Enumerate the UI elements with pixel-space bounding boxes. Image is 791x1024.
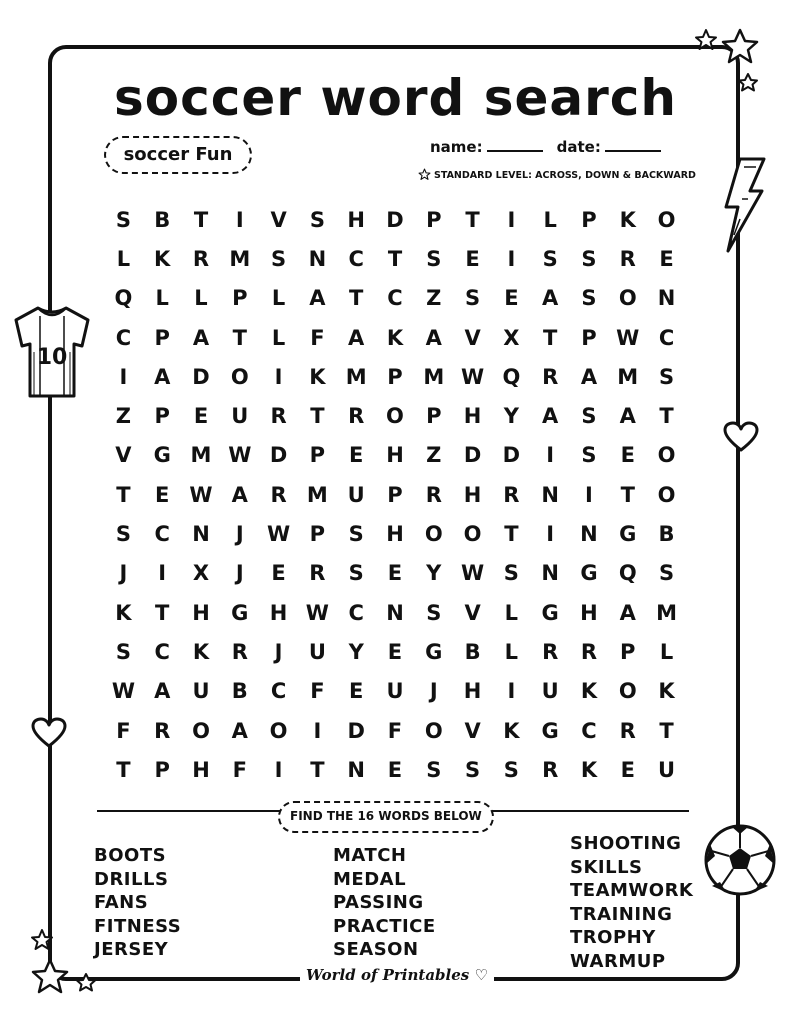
grid-cell[interactable]: E	[659, 246, 674, 271]
grid-cell[interactable]: S	[348, 522, 364, 547]
grid-cell[interactable]: V	[270, 207, 287, 232]
grid-cell[interactable]: K	[192, 639, 210, 664]
grid-cell[interactable]: I	[274, 364, 283, 389]
heart-icon	[722, 420, 760, 454]
grid-cell[interactable]: J	[235, 522, 244, 547]
grid-cell[interactable]: W	[305, 600, 329, 625]
grid-row	[104, 279, 686, 318]
grid-cell[interactable]: K	[580, 757, 598, 782]
grid-cell[interactable]: T	[310, 404, 325, 429]
grid-cell[interactable]: C	[115, 325, 132, 350]
grid-cell[interactable]: U	[347, 482, 365, 507]
grid-cell[interactable]: K	[619, 207, 636, 232]
grid-cell[interactable]: T	[116, 482, 131, 507]
word-list-item: JERSEY	[94, 939, 169, 960]
grid-row	[104, 436, 686, 475]
grid-cell[interactable]: D	[386, 207, 404, 232]
grid-cell[interactable]: I	[235, 207, 244, 232]
grid-cell[interactable]: R	[425, 482, 442, 507]
grid-cell[interactable]: O	[269, 718, 288, 743]
grid-cell[interactable]: I	[546, 443, 555, 468]
grid-cell[interactable]: T	[543, 325, 558, 350]
grid-cell[interactable]: K	[309, 364, 326, 389]
grid-row	[104, 357, 686, 396]
grid-cell[interactable]: T	[620, 482, 635, 507]
grid-cell[interactable]: H	[347, 207, 365, 232]
word-list-column-2	[333, 844, 436, 962]
grid-cell[interactable]: H	[192, 600, 210, 625]
grid-cell[interactable]: R	[231, 639, 248, 664]
grid-cell[interactable]: A	[192, 325, 210, 350]
grid-cell[interactable]: A	[348, 325, 365, 350]
grid-cell[interactable]: F	[387, 718, 403, 743]
grid-cell[interactable]: P	[154, 325, 170, 350]
word-list-item: MATCH	[333, 845, 407, 866]
grid-cell[interactable]: R	[348, 404, 365, 429]
grid-cell[interactable]: S	[581, 246, 597, 271]
grid-cell[interactable]: V	[115, 443, 132, 468]
grid-cell[interactable]: W	[111, 679, 135, 704]
grid-cell[interactable]: B	[658, 522, 675, 547]
grid-cell[interactable]: A	[154, 364, 171, 389]
grid-cell[interactable]: P	[154, 757, 170, 782]
grid-row	[104, 711, 686, 750]
grid-cell[interactable]: T	[387, 246, 403, 271]
grid-cell[interactable]: C	[658, 325, 675, 350]
name-date-fields	[430, 138, 675, 156]
grid-cell[interactable]: L	[659, 639, 674, 664]
date-blank[interactable]	[605, 138, 661, 152]
grid-cell[interactable]: C	[348, 600, 364, 625]
grid-cell[interactable]: P	[581, 325, 597, 350]
grid-cell[interactable]: T	[310, 757, 325, 782]
grid-cell[interactable]: P	[387, 482, 403, 507]
subtitle-pill: soccer Fun	[104, 136, 252, 174]
grid-cell[interactable]: I	[507, 207, 516, 232]
grid-cell[interactable]: P	[620, 639, 636, 664]
grid-cell[interactable]: R	[154, 718, 171, 743]
grid-cell[interactable]: R	[309, 561, 326, 586]
grid-cell[interactable]: Y	[503, 404, 519, 429]
name-blank[interactable]	[487, 138, 543, 152]
grid-cell[interactable]: D	[502, 443, 521, 468]
grid-cell[interactable]: S	[503, 757, 519, 782]
word-list-item: PASSING	[333, 892, 424, 913]
word-list-item: SHOOTING	[570, 833, 682, 854]
grid-cell[interactable]: I	[585, 482, 593, 507]
grid-cell[interactable]: V	[464, 325, 481, 350]
stars-top-right-icon	[688, 24, 768, 104]
grid-cell[interactable]: O	[463, 522, 482, 547]
grid-cell[interactable]: P	[581, 207, 597, 232]
grid-cell[interactable]: H	[386, 443, 404, 468]
grid-cell[interactable]: P	[387, 364, 403, 389]
grid-cell[interactable]: K	[503, 718, 520, 743]
grid-row	[104, 554, 686, 593]
grid-cell[interactable]: B	[231, 679, 248, 704]
grid-cell[interactable]: R	[619, 246, 636, 271]
word-list-item: DRILLS	[94, 868, 169, 890]
grid-cell[interactable]: N	[580, 522, 598, 547]
grid-cell[interactable]: N	[192, 522, 210, 547]
grid-cell[interactable]: I	[119, 364, 128, 389]
grid-cell[interactable]: P	[426, 207, 442, 232]
grid-cell[interactable]: O	[618, 679, 637, 704]
grid-cell[interactable]: F	[232, 757, 247, 782]
grid-cell[interactable]: A	[231, 718, 248, 743]
grid-cell[interactable]: S	[115, 639, 131, 664]
grid-cell[interactable]: U	[658, 757, 676, 782]
grid-cell[interactable]: F	[116, 718, 131, 743]
grid-cell[interactable]: T	[659, 404, 674, 429]
grid-cell[interactable]: S	[426, 600, 442, 625]
grid-cell[interactable]: S	[581, 404, 597, 429]
grid-cell[interactable]: D	[269, 443, 288, 468]
grid-cell[interactable]: U	[541, 679, 559, 704]
grid-cell[interactable]: O	[424, 718, 443, 743]
grid-cell[interactable]: T	[232, 325, 247, 350]
grid-cell[interactable]: R	[503, 482, 520, 507]
grid-row	[104, 239, 686, 278]
grid-cell[interactable]: N	[308, 246, 327, 271]
grid-cell[interactable]: R	[542, 364, 559, 389]
grid-cell[interactable]: R	[542, 639, 559, 664]
grid-cell[interactable]: T	[155, 600, 170, 625]
grid-cell[interactable]: J	[119, 561, 128, 586]
word-list-item: SEASON	[333, 939, 419, 960]
grid-cell[interactable]: S	[309, 207, 325, 232]
grid-cell[interactable]: T	[193, 207, 209, 232]
grid-cell[interactable]: N	[657, 286, 676, 311]
grid-cell[interactable]: R	[619, 718, 636, 743]
grid-row	[104, 200, 686, 239]
grid-cell[interactable]: S	[542, 246, 558, 271]
grid-cell[interactable]: A	[542, 286, 559, 311]
lightning-icon	[718, 155, 768, 255]
star-icon	[418, 168, 431, 181]
grid-cell[interactable]: A	[619, 404, 636, 429]
grid-cell[interactable]: H	[192, 757, 210, 782]
grid-row	[104, 475, 686, 514]
grid-cell[interactable]: D	[463, 443, 482, 468]
grid-cell[interactable]: T	[465, 207, 480, 232]
grid-cell[interactable]: N	[386, 600, 404, 625]
grid-cell[interactable]: I	[274, 757, 283, 782]
grid-row	[104, 396, 686, 435]
grid-cell[interactable]: H	[463, 404, 482, 429]
grid-cell[interactable]: P	[232, 286, 248, 311]
grid-cell[interactable]: S	[465, 286, 481, 311]
grid-cell[interactable]: J	[235, 561, 244, 586]
grid-cell[interactable]: G	[541, 718, 559, 743]
grid-cell[interactable]: T	[116, 757, 131, 782]
footer-brand: World of Printables ♡	[300, 966, 494, 984]
grid-cell[interactable]: S	[115, 522, 131, 547]
grid-cell[interactable]: E	[387, 561, 403, 586]
grid-cell[interactable]: J	[429, 679, 438, 704]
heart-icon: ♡	[474, 966, 488, 984]
grid-cell[interactable]: S	[658, 561, 675, 586]
grid-cell[interactable]: T	[504, 522, 519, 547]
word-list-item: BOOTS	[94, 845, 167, 866]
letter-grid	[104, 200, 686, 789]
grid-row	[104, 318, 686, 357]
grid-cell[interactable]: R	[270, 404, 287, 429]
grid-cell[interactable]: V	[464, 600, 481, 625]
grid-cell[interactable]: W	[460, 364, 485, 389]
grid-cell[interactable]: G	[153, 443, 171, 468]
grid-cell[interactable]: L	[116, 246, 131, 271]
grid-cell[interactable]: A	[619, 600, 636, 625]
grid-cell[interactable]: G	[619, 522, 637, 547]
word-list-item: WARMUP	[570, 950, 666, 972]
jersey-icon	[10, 302, 94, 402]
grid-cell[interactable]: U	[308, 639, 326, 664]
grid-cell[interactable]: U	[231, 404, 249, 429]
grid-cell[interactable]: W	[267, 522, 291, 547]
grid-cell[interactable]: K	[580, 679, 598, 704]
word-list-item: FANS	[94, 892, 149, 913]
grid-cell[interactable]: E	[349, 443, 364, 468]
grid-cell[interactable]: C	[387, 286, 403, 311]
grid-cell[interactable]: I	[313, 718, 322, 743]
grid-cell[interactable]: X	[192, 561, 210, 586]
grid-cell[interactable]: A	[231, 482, 248, 507]
grid-cell[interactable]: S	[348, 561, 364, 586]
grid-cell[interactable]: T	[349, 286, 364, 311]
grid-row	[104, 632, 686, 671]
name-label: name:	[430, 138, 483, 156]
grid-cell[interactable]: O	[657, 482, 676, 507]
grid-cell[interactable]: F	[310, 325, 325, 350]
grid-cell[interactable]: W	[460, 561, 485, 586]
grid-cell[interactable]: P	[426, 404, 442, 429]
grid-cell[interactable]: E	[349, 679, 364, 704]
grid-cell[interactable]: K	[658, 679, 675, 704]
grid-cell[interactable]: E	[193, 404, 209, 429]
word-list-item: MEDAL	[333, 868, 407, 890]
grid-cell[interactable]: W	[228, 443, 252, 468]
grid-cell[interactable]: C	[154, 522, 170, 547]
grid-cell[interactable]: H	[269, 600, 288, 625]
stars-bottom-left-icon	[18, 924, 108, 1004]
level-text: STANDARD LEVEL: ACROSS, DOWN & BACKWARD	[418, 168, 696, 181]
grid-cell[interactable]: L	[271, 325, 286, 350]
grid-cell[interactable]: B	[464, 639, 481, 664]
grid-cell[interactable]: C	[154, 639, 170, 664]
word-list-item: PRACTICE	[333, 915, 436, 937]
grid-cell[interactable]: L	[543, 207, 557, 232]
grid-cell[interactable]: A	[580, 364, 598, 389]
grid-cell[interactable]: B	[154, 207, 171, 232]
grid-cell[interactable]: N	[541, 482, 559, 507]
soccer-ball-icon	[702, 822, 778, 898]
page-title: soccer word search	[113, 69, 678, 127]
grid-cell[interactable]: M	[423, 364, 445, 389]
grid-cell[interactable]: L	[194, 286, 208, 311]
grid-cell[interactable]: M	[617, 364, 639, 389]
grid-cell[interactable]: E	[504, 286, 519, 311]
grid-cell[interactable]: Y	[348, 639, 364, 664]
grid-cell[interactable]: S	[503, 561, 519, 586]
grid-cell[interactable]: Z	[115, 404, 132, 429]
grid-cell[interactable]: Y	[426, 561, 442, 586]
word-list-item: TROPHY	[570, 927, 656, 948]
grid-cell[interactable]: E	[620, 443, 635, 468]
grid-cell[interactable]: J	[274, 639, 283, 664]
grid-cell[interactable]: Z	[426, 443, 442, 468]
grid-cell[interactable]: A	[154, 679, 171, 704]
grid-cell[interactable]: E	[620, 757, 635, 782]
heart-icon	[30, 716, 68, 750]
grid-cell[interactable]: A	[425, 325, 442, 350]
grid-cell[interactable]: O	[230, 364, 249, 389]
grid-cell[interactable]: O	[386, 404, 404, 429]
grid-cell[interactable]: R	[192, 246, 210, 271]
grid-cell[interactable]: E	[387, 757, 403, 782]
grid-row	[104, 750, 686, 789]
grid-cell[interactable]: I	[507, 679, 516, 704]
grid-cell[interactable]: O	[657, 443, 676, 468]
grid-cell[interactable]: P	[309, 443, 326, 468]
grid-cell[interactable]: S	[581, 286, 597, 311]
grid-cell[interactable]: M	[229, 246, 251, 271]
grid-cell[interactable]: E	[387, 639, 403, 664]
grid-cell[interactable]: D	[347, 718, 365, 743]
grid-cell[interactable]: A	[309, 286, 326, 311]
grid-cell[interactable]: F	[310, 679, 325, 704]
grid-cell[interactable]: L	[155, 286, 169, 311]
grid-cell[interactable]: O	[657, 207, 676, 232]
grid-cell[interactable]: C	[270, 679, 287, 704]
grid-cell[interactable]: G	[425, 639, 443, 664]
grid-cell[interactable]: U	[192, 679, 210, 704]
grid-cell[interactable]: R	[270, 482, 287, 507]
grid-cell[interactable]: S	[426, 246, 442, 271]
grid-cell[interactable]: P	[309, 522, 326, 547]
grid-cell[interactable]: N	[541, 561, 559, 586]
grid-cell[interactable]: L	[504, 639, 519, 664]
grid-cell[interactable]: S	[465, 757, 481, 782]
grid-cell[interactable]: A	[542, 404, 559, 429]
grid-row	[104, 514, 686, 553]
word-list-item: TRAINING	[570, 903, 673, 925]
grid-cell[interactable]: L	[504, 600, 519, 625]
grid-cell[interactable]: Q	[502, 364, 521, 389]
word-list-item: TEAMWORK	[570, 880, 694, 901]
grid-cell[interactable]: I	[158, 561, 167, 586]
grid-cell[interactable]: D	[192, 364, 210, 389]
grid-row	[104, 593, 686, 632]
grid-cell[interactable]: E	[271, 561, 286, 586]
grid-cell[interactable]: M	[190, 443, 212, 468]
grid-cell[interactable]: M	[345, 364, 367, 389]
grid-cell[interactable]: Q	[114, 286, 133, 311]
grid-cell[interactable]: S	[658, 364, 675, 389]
grid-cell[interactable]: O	[618, 286, 637, 311]
grid-cell[interactable]: K	[115, 600, 132, 625]
word-list-item: SKILLS	[570, 856, 643, 878]
grid-cell[interactable]: O	[424, 522, 443, 547]
grid-cell[interactable]: X	[503, 325, 520, 350]
grid-cell[interactable]: S	[271, 246, 287, 271]
grid-cell[interactable]: Q	[618, 561, 637, 586]
date-label: date:	[556, 138, 601, 156]
grid-cell[interactable]: Z	[426, 286, 442, 311]
grid-cell[interactable]: C	[581, 718, 597, 743]
grid-cell[interactable]: N	[347, 757, 365, 782]
grid-cell[interactable]: C	[348, 246, 364, 271]
grid-cell[interactable]: L	[271, 286, 286, 311]
grid-cell[interactable]: G	[541, 600, 559, 625]
grid-cell[interactable]: I	[507, 246, 516, 271]
grid-cell[interactable]: R	[542, 757, 559, 782]
word-list-column-3	[570, 832, 693, 973]
grid-cell[interactable]: S	[115, 207, 131, 232]
grid-cell[interactable]: T	[659, 718, 674, 743]
word-list-item: FITNESS	[94, 915, 182, 937]
grid-cell[interactable]: G	[580, 561, 598, 586]
grid-cell[interactable]: S	[581, 443, 597, 468]
grid-cell[interactable]: E	[155, 482, 170, 507]
grid-cell[interactable]: P	[154, 404, 170, 429]
grid-cell[interactable]: V	[464, 718, 481, 743]
grid-cell[interactable]: W	[189, 482, 213, 507]
grid-cell[interactable]: U	[386, 679, 404, 704]
grid-cell[interactable]: W	[616, 325, 640, 350]
grid-cell[interactable]: H	[463, 482, 482, 507]
grid-row	[104, 672, 686, 711]
jersey-number: 10	[36, 345, 68, 370]
grid-cell[interactable]: K	[386, 325, 404, 350]
grid-cell[interactable]: E	[465, 246, 480, 271]
grid-cell[interactable]: R	[580, 639, 598, 664]
grid-cell[interactable]: K	[154, 246, 171, 271]
grid-cell[interactable]: O	[192, 718, 210, 743]
grid-cell[interactable]: S	[426, 757, 442, 782]
grid-cell[interactable]: H	[463, 679, 482, 704]
find-words-label: FIND THE 16 WORDS BELOW	[278, 801, 494, 833]
grid-cell[interactable]: G	[231, 600, 249, 625]
grid-cell[interactable]: M	[656, 600, 677, 625]
grid-cell[interactable]: H	[580, 600, 598, 625]
grid-cell[interactable]: M	[306, 482, 328, 507]
grid-cell[interactable]: H	[386, 522, 404, 547]
grid-cell[interactable]: I	[546, 522, 555, 547]
